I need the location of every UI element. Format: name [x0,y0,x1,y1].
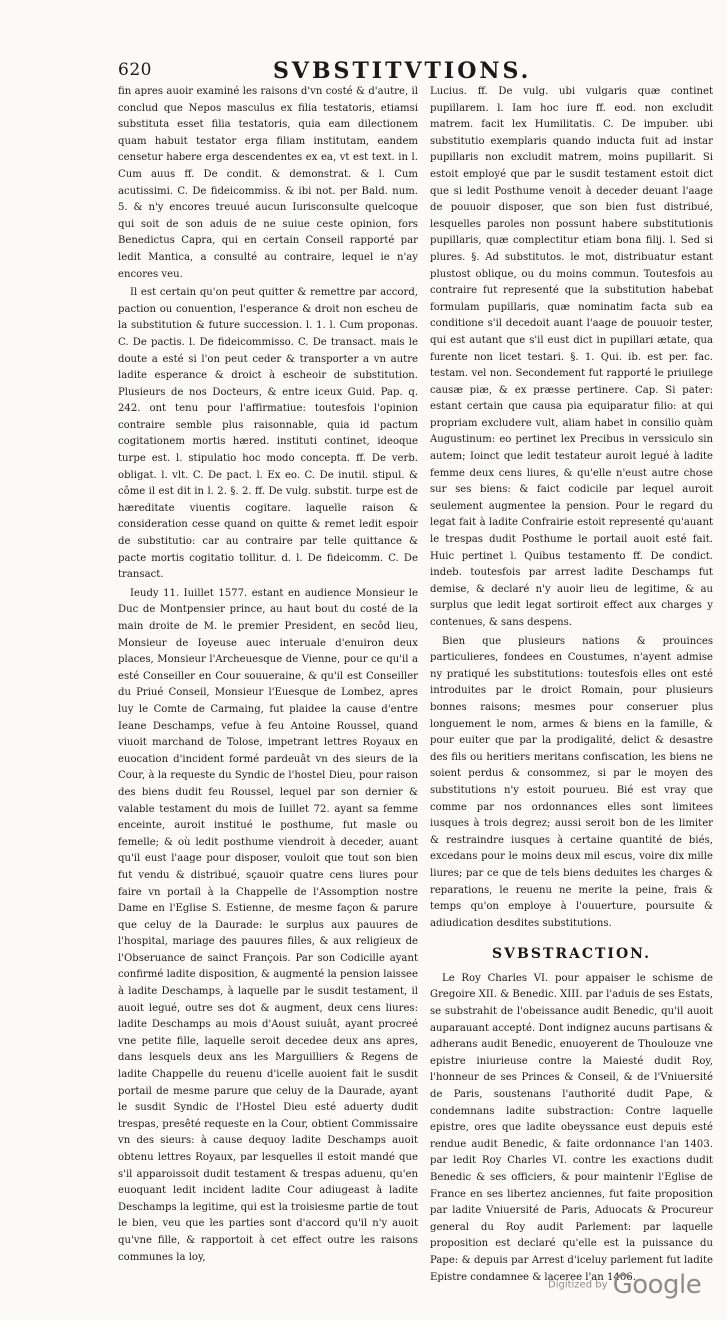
google-logo: Google [612,1270,702,1300]
paragraph: Ieudy 11. Iuillet 1577. estant en audience Monsieur le Duc de Montpensier prince, au haut bout du costé de la main droite de M. le premier President, en secôd lieu, Monsieur de Ioyeuse auec interuale d'enuiron deux places, Monsieur l'Archeuesque de Vienne, pour ce qu'il a esté Conseiller en Cour souueraine, & qu'il est Conseiller du Priué Conseil, Monsieur l'Euesque de Lombez, apres luy le Comte de Carmaing, fut plaidee la cause d'entre Ieane Deschamps, vefue à feu Antoine Roussel, quand viuoit marchand de Tolose, impetrant lettres Royaux en euocation d'incident formé pardeuât vn des sieurs de la Cour, à la requeste du Syndic de l'hostel Dieu, pour raison des biens dudit feu Roussel, lequel par son dernier & valable testament du mois de Iuillet 72. ayant sa femme enceinte, auroit institué le posthume, fut masle ou femelle; & où ledit posthume viendroit à deceder, auant qu'il eust l'aage pour disposer, vouloit que tout son bien fut vendu & distribué, sçauoir quatre cens liures pour faire vn portail à la Chappelle de l'Assomption nostre Dame en l'Eglise S. Estienne, de mesme façon & parure que celuy de la Daurade: le surplus aux pauures de l'hospital, mariage des pauures filles, & aux religieux de l'Obseruance de sainct François. Par son Codicille ayant confirmé ladite disposition, & augmenté la pension laissee à ladite Deschamps, à laquelle par le susdit testament, il auoit legué, outre ses dot & augment, deux cens liures: ladite Deschamps au mois d'Aoust suiuât, ayant procreé vne petite fille, laquelle seroit decedee deux ans apres, dans lesquels deux ans les Marguilliers & Regens de ladite Chappelle du reuenu d'icelle auoient fait le susdit portail de mesme parure que celuy de la Daurade, ayant le susdit Syndic de l'Hostel Dieu esté aduerty dudit trespas, presêté requeste en la Cour, obtient Commissaire vn des sieurs: à cause dequoy ladite Deschamps auoit obtenu lettres Royaux, par lesquelles il estoit mandé que s'il apparoissoit dudit testament & trespas aduenu, qu'en euoquant ledit incident ladite Cour adiugeast à ladite Deschamps la legitime, qui est la troisiesme partie de tout le bien, veu que les parties sont d'accord qu'il n'y auoit qu'vne fille, & rapportoit à cet effect outre les raisons communes la loy, [118,587,418,1263]
paragraph: Bien que plusieurs nations & prouinces particulieres, fondees en Coustumes, n'ayent admise ny pratiqué les substitutions: toutesfois elles ont esté introduites par le droict Romain, pour plusieurs bonnes raisons; mesmes pour conseruer plus longuement le nom, armes & biens en la famille, & pour euiter que par la prodigalité, delict & desastre des fils ou heritiers meritans confiscation, les biens ne soient perdus & consommez, si par le moyen des substitutions n'y estoit pourueu. Bié est vray que comme par nos ordonnances elles sont limitees iusques à trois degrez; aussi seroit bon de les limiter & restraindre iusques à certaine quantité de biés, excedans pour le moins deux mil escus, voire dix mille liures; par ce que de tels biens deduites les charges & reparations, le reuenu ne merite la peine, frais & temps qu'on employe à l'ouuerture, poursuite & adiudication desdites substitutions. [430,635,713,929]
paragraph: Le Roy Charles VI. pour appaiser le schisme de Gregoire XII. & Benedic. XIII. par l'aduis de ses Estats, se substrahit de l'obeissance audit Benedic, qu'il auoit auparauant accepté. Dont indignez aucuns partisans & adherans audit Benedic, enuoyerent de Thoulouze vne epistre iniurieuse contre la Maiesté dudit Roy, l'honneur de ses Princes & Conseil, & de l'Vniuersité de Paris, soustenans l'authorité dudit Pape, & condemnans ladite substraction: Contre laquelle epistre, ores que ladite obeyssance eust depuis esté rendue audit Benedic, & faite ordonnance l'an 1403. par ledit Roy Charles VI. contre les exactions dudit Benedic & ses officiers, & pour maintenir l'Eglise de France en ses libertez anciennes, fut faite proposition par ladite Vniuersité de Paris, Aduocats & Procureur general du Roy audit Parlement: par laquelle proposition est declaré qu'elle est la puissance du Pape: & depuis par Arrest d'iceluy parlement fut ladite Epistre condamnee & laceree l'an 1406. [430,972,713,1283]
google-watermark [548,1270,701,1300]
paragraph: Lucius. ff. De vulg. ubi vulgaris quæ continet pupillarem. l. Iam hoc iure ff. eod. non excludit matrem. facit lex Humilitatis. C. De impuber. ubi substitutio exemplaris quando inducta fuit ad instar pupillaris non excludit matrem, moins pupillarit. Si estoit employé que par le susdit testament estoit dict que si ledit Posthume venoit à deceder deuant l'aage de pouuoir disposer, que son bien fust distribué, lesquelles paroles non possunt habere substitutionis pupillaris, quæ complectitur etiam bona filij. l. Sed si plures. §. Ad substitutos. le mot, distribuatur estant plustost oblique, ou du moins commun. Toutesfois au contraire fut representé que la substitution habebat formulam pupillaris, quæ nominatim facta sub ea conditione s'il decedoit auant l'aage de pouuoir tester, qui est autant que s'il eust dict in pupillari ætate, qua furente non licet testari. §. 1. Qui. ib. est per. fac. testam. vel non. Secondement fut rapporté le priuilege causæ piæ, & ex præsse pertinere. Cap. Si pater: estant certain que causa pia equiparatur filio: at qui propriam excludere vult, aliam habet in consilio quàm Augustinum: eo pertinet lex Precibus in verssiculo sin autem; Ioinct que ledit testateur auroit legué à ladite femme deux cens liures, & qu'elle n'eust autre chose sur ses biens: & faict codicile par lequel auroit seulement augmentee la pension. Pour le regard du legat fait à ladite Confrairie estoit representé qu'auant le trespas dudit Posthume le portail auoit esté fait. Huic pertinet l. Quibus testamento ff. De condict. indeb. toutesfois par arrest ladite Deschamps fut demise, & declaré n'y auoir lieu de legitime, & au surplus que ledit legat sortiroit effect aux charges y contenues, & sans despens. [430,86,713,628]
running-title: SVBSTITVTIONS. [273,58,532,84]
page-number: 620 [118,60,152,80]
section-heading: SVBSTRACTION. [492,946,651,963]
paragraph: fin apres auoir examiné les raisons d'vn costé & d'autre, il conclud que Nepos masculus ex filia testatoris, etiamsi substituta esset filia testatoris, quia eam dilectionem quam habuit testator erga filiam institutam, eandem censetur habere erga descendentes ex ea, vt est text. in l. Cum auus ff. De condit. & demonstrat. & l. Cum acutissimi. C. De fideicommiss. & ibi not. per Bald. num. 5. & n'y encores treuué aucun Iurisconsulte quelcoque qui soit de son aduis de ne suiue ceste opinion, fors Benedictus Capra, qui en certain Conseil rapporté par ledit Mantica, a consulté au contraire, lequel ie n'ay encores veu. [118,86,418,280]
watermark-prefix: Digitized by [548,1279,608,1291]
paragraph: Il est certain qu'on peut quitter & remettre par accord, paction ou conuention, l'esperance & droit non escheu de la substitution & future succession. l. 1. l. Cum proponas. C. De pactis. l. De fideicommisso. C. De transact. mais le doute a esté si l'on peut ceder & transporter a vn autre ladite esperance & droict à escheoir de substitution. Plusieurs de nos Docteurs, & entre iceux Guid. Pap. q. 242. ont tenu pour l'affirmatiue: toutesfois l'opinion contraire semble plus raisonnable, quia id pactum cogitationem mortis hæred. instituti continet, ideoque turpe est. l. stipulatio hoc modo concepta. ff. De verb. obligat. l. vlt. C. De pact. l. Ex eo. C. De inutil. stipul. & côme il est dit in l. 2. §. 2. ff. De vulg. substit. turpe est de hæreditate viuentis cogitare. laquelle raison & consideration cesse quand on quitte & remet ledit espoir de substitutio: car au contraire par telle quittance & pacte mortis cogitatio tollitur. d. l. De fideicomm. C. De transact. [118,287,418,581]
page-header [118,58,698,86]
right-column [430,84,713,1286]
left-column [118,84,418,1266]
